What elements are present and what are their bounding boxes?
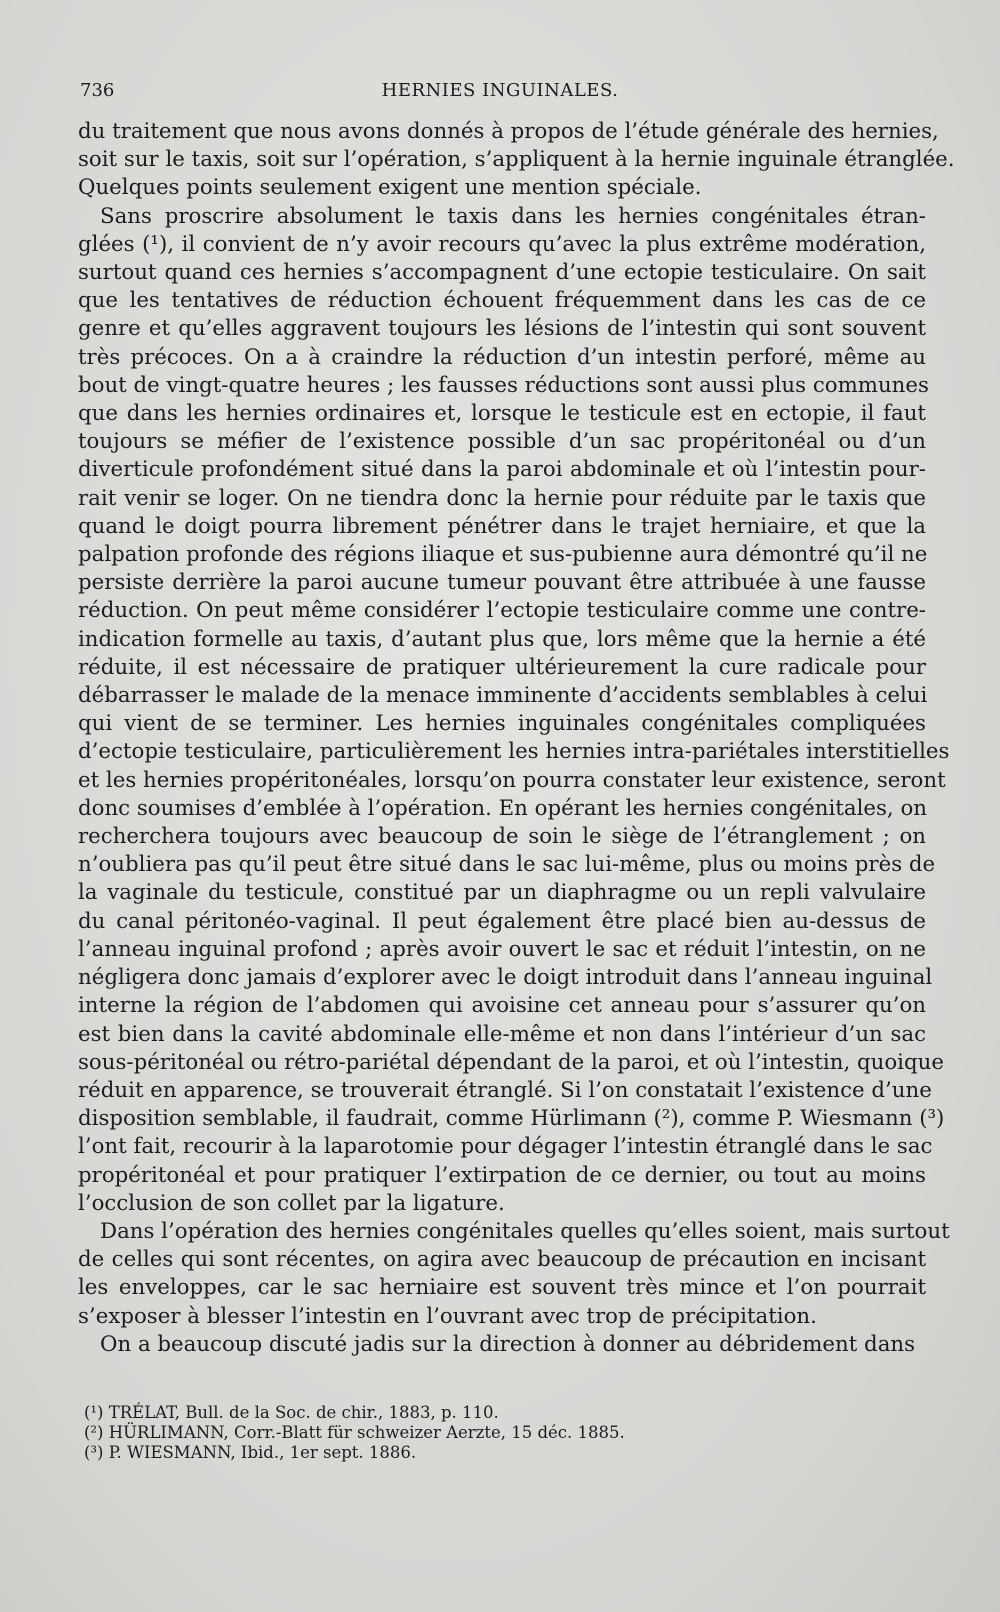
text-line: toujours se méfier de l’existence possible d’un sac propéritonéal ou d’un [78,429,926,455]
text-line: l’ont fait, recourir à la laparotomie pour dégager l’intestin étranglé dans le sac [78,1134,933,1160]
text-line: rait venir se loger. On ne tiendra donc la hernie pour réduite par le taxis que [78,485,926,511]
text-line: réduit en apparence, se trouverait étranglé. Si l’on constatait l’existence d’une [78,1077,932,1103]
text-line: réduction. On peut même considérer l’ectopie testiculaire comme une contre- [78,598,926,624]
text-line: et les hernies propéritonéales, lorsqu’on pourra constater leur existence, seront [78,767,946,793]
text-line: qui vient de se terminer. Les hernies inguinales congénitales compliquées [78,711,926,737]
text-line: négligera donc jamais d’explorer avec le doigt introduit dans l’anneau inguinal [78,965,933,991]
paragraph [78,118,955,203]
text-line: indication formelle au taxis, d’autant plus que, lors même que la hernie a été [78,626,926,652]
page-header [80,80,920,104]
text-line: soit sur le taxis, soit sur l’opération, s’appliquent à la hernie inguinale étranglée. [78,147,955,173]
text-line: s’exposer à blesser l’intestin en l’ouvrant avec trop de précipitation. [78,1303,817,1329]
text-line: n’oubliera pas qu’il peut être situé dans le sac lui-même, plus ou moins près de [78,852,936,878]
footnote: (²) HÜRLIMANN, Corr.-Blatt für schweizer Aerzte, 15 déc. 1885. [84,1423,625,1442]
paragraph [78,1218,950,1331]
text-line: réduite, il est nécessaire de pratiquer ultérieurement la cure radicale pour [78,654,926,680]
text-line: persiste derrière la paroi aucune tumeur pouvant être attribuée à une fausse [78,570,926,596]
text-line: les enveloppes, car le sac herniaire est souvent très mince et l’on pourrait [78,1275,926,1301]
text-line: donc soumises d’emblée à l’opération. En opérant les hernies congénitales, on [78,795,927,821]
text-line: propéritonéal et pour pratiquer l’extirpation de ce dernier, ou tout au moins [78,1162,926,1188]
body-text [78,118,955,1359]
text-line: bout de vingt-quatre heures ; les fausses réductions sont aussi plus communes [78,372,929,398]
text-line: du traitement que nous avons donnés à propos de l’étude générale des hernies, [78,119,939,144]
text-line: que les tentatives de réduction échouent fréquemment dans les cas de ce [78,288,926,314]
text-line: que dans les hernies ordinaires et, lorsque le testicule est en ectopie, il faut [78,401,926,427]
text-line: d’ectopie testiculaire, particulièrement les hernies intra-pariétales interstitielles [78,739,950,765]
page-number: 736 [80,80,115,101]
text-line: l’anneau inguinal profond ; après avoir ouvert le sac et réduit l’intestin, on ne [78,936,926,962]
text-line: interne la région de l’abdomen qui avoisine cet anneau pour s’assurer qu’on [78,993,926,1019]
footnote: (³) P. WIESMANN, Ibid., 1er sept. 1886. [84,1443,417,1462]
text-line: Dans l’opération des hernies congénitales quelles qu’elles soient, mais surtout [100,1218,950,1244]
text-line: de celles qui sont récentes, on agira avec beaucoup de précaution en incisant [78,1247,926,1273]
text-line: du canal péritonéo-vaginal. Il peut également être placé bien au-dessus de [78,908,926,934]
text-line: disposition semblable, il faudrait, comme Hürlimann (²), comme P. Wiesmann (³) [78,1106,945,1132]
text-line: est bien dans la cavité abdominale elle-même et non dans l’intérieur d’un sac [78,1021,926,1047]
footnotes [84,1403,784,1463]
text-line: l’occlusion de son collet par la ligature. [78,1190,505,1216]
text-line: très précoces. On a à craindre la réduction d’un intestin perforé, même au [78,344,926,370]
running-title: HERNIES INGUINALES. [381,80,619,101]
text-line: la vaginale du testicule, constitué par un diaphragme ou un repli valvulaire [78,880,926,906]
text-line: surtout quand ces hernies s’accompagnent d’une ectopie testiculaire. On sait [78,260,926,286]
text-line: On a beaucoup discuté jadis sur la direction à donner au débridement dans [100,1331,916,1357]
text-line: débarrasser le malade de la menace imminente d’accidents semblables à celui [78,683,928,709]
text-line: genre et qu’elles aggravent toujours les lésions de l’intestin qui sont souvent [78,316,926,342]
paragraph [78,1331,926,1359]
text-line: sous-péritonéal ou rétro-pariétal dépendant de la paroi, et où l’intestin, quoique [78,1049,944,1075]
text-line: glées (¹), il convient de n’y avoir recours qu’avec la plus extrême modération, [78,231,926,257]
text-line: Sans proscrire absolument le taxis dans les hernies congénitales étran- [100,203,926,229]
text-line: recherchera toujours avec beaucoup de soin le siège de l’étranglement ; on [78,824,926,850]
text-line: diverticule profondément situé dans la paroi abdominale et où l’intestin pour- [78,457,926,483]
text-line: Quelques points seulement exigent une mention spéciale. [78,175,702,201]
footnote: (¹) TRÉLAT, Bull. de la Soc. de chir., 1883, p. 110. [84,1403,499,1422]
paragraph [78,203,950,1218]
text-line: palpation profonde des régions iliaque et sus-pubienne aura démontré qu’il ne [78,542,928,568]
text-line: quand le doigt pourra librement pénétrer dans le trajet herniaire, et que la [78,513,926,539]
